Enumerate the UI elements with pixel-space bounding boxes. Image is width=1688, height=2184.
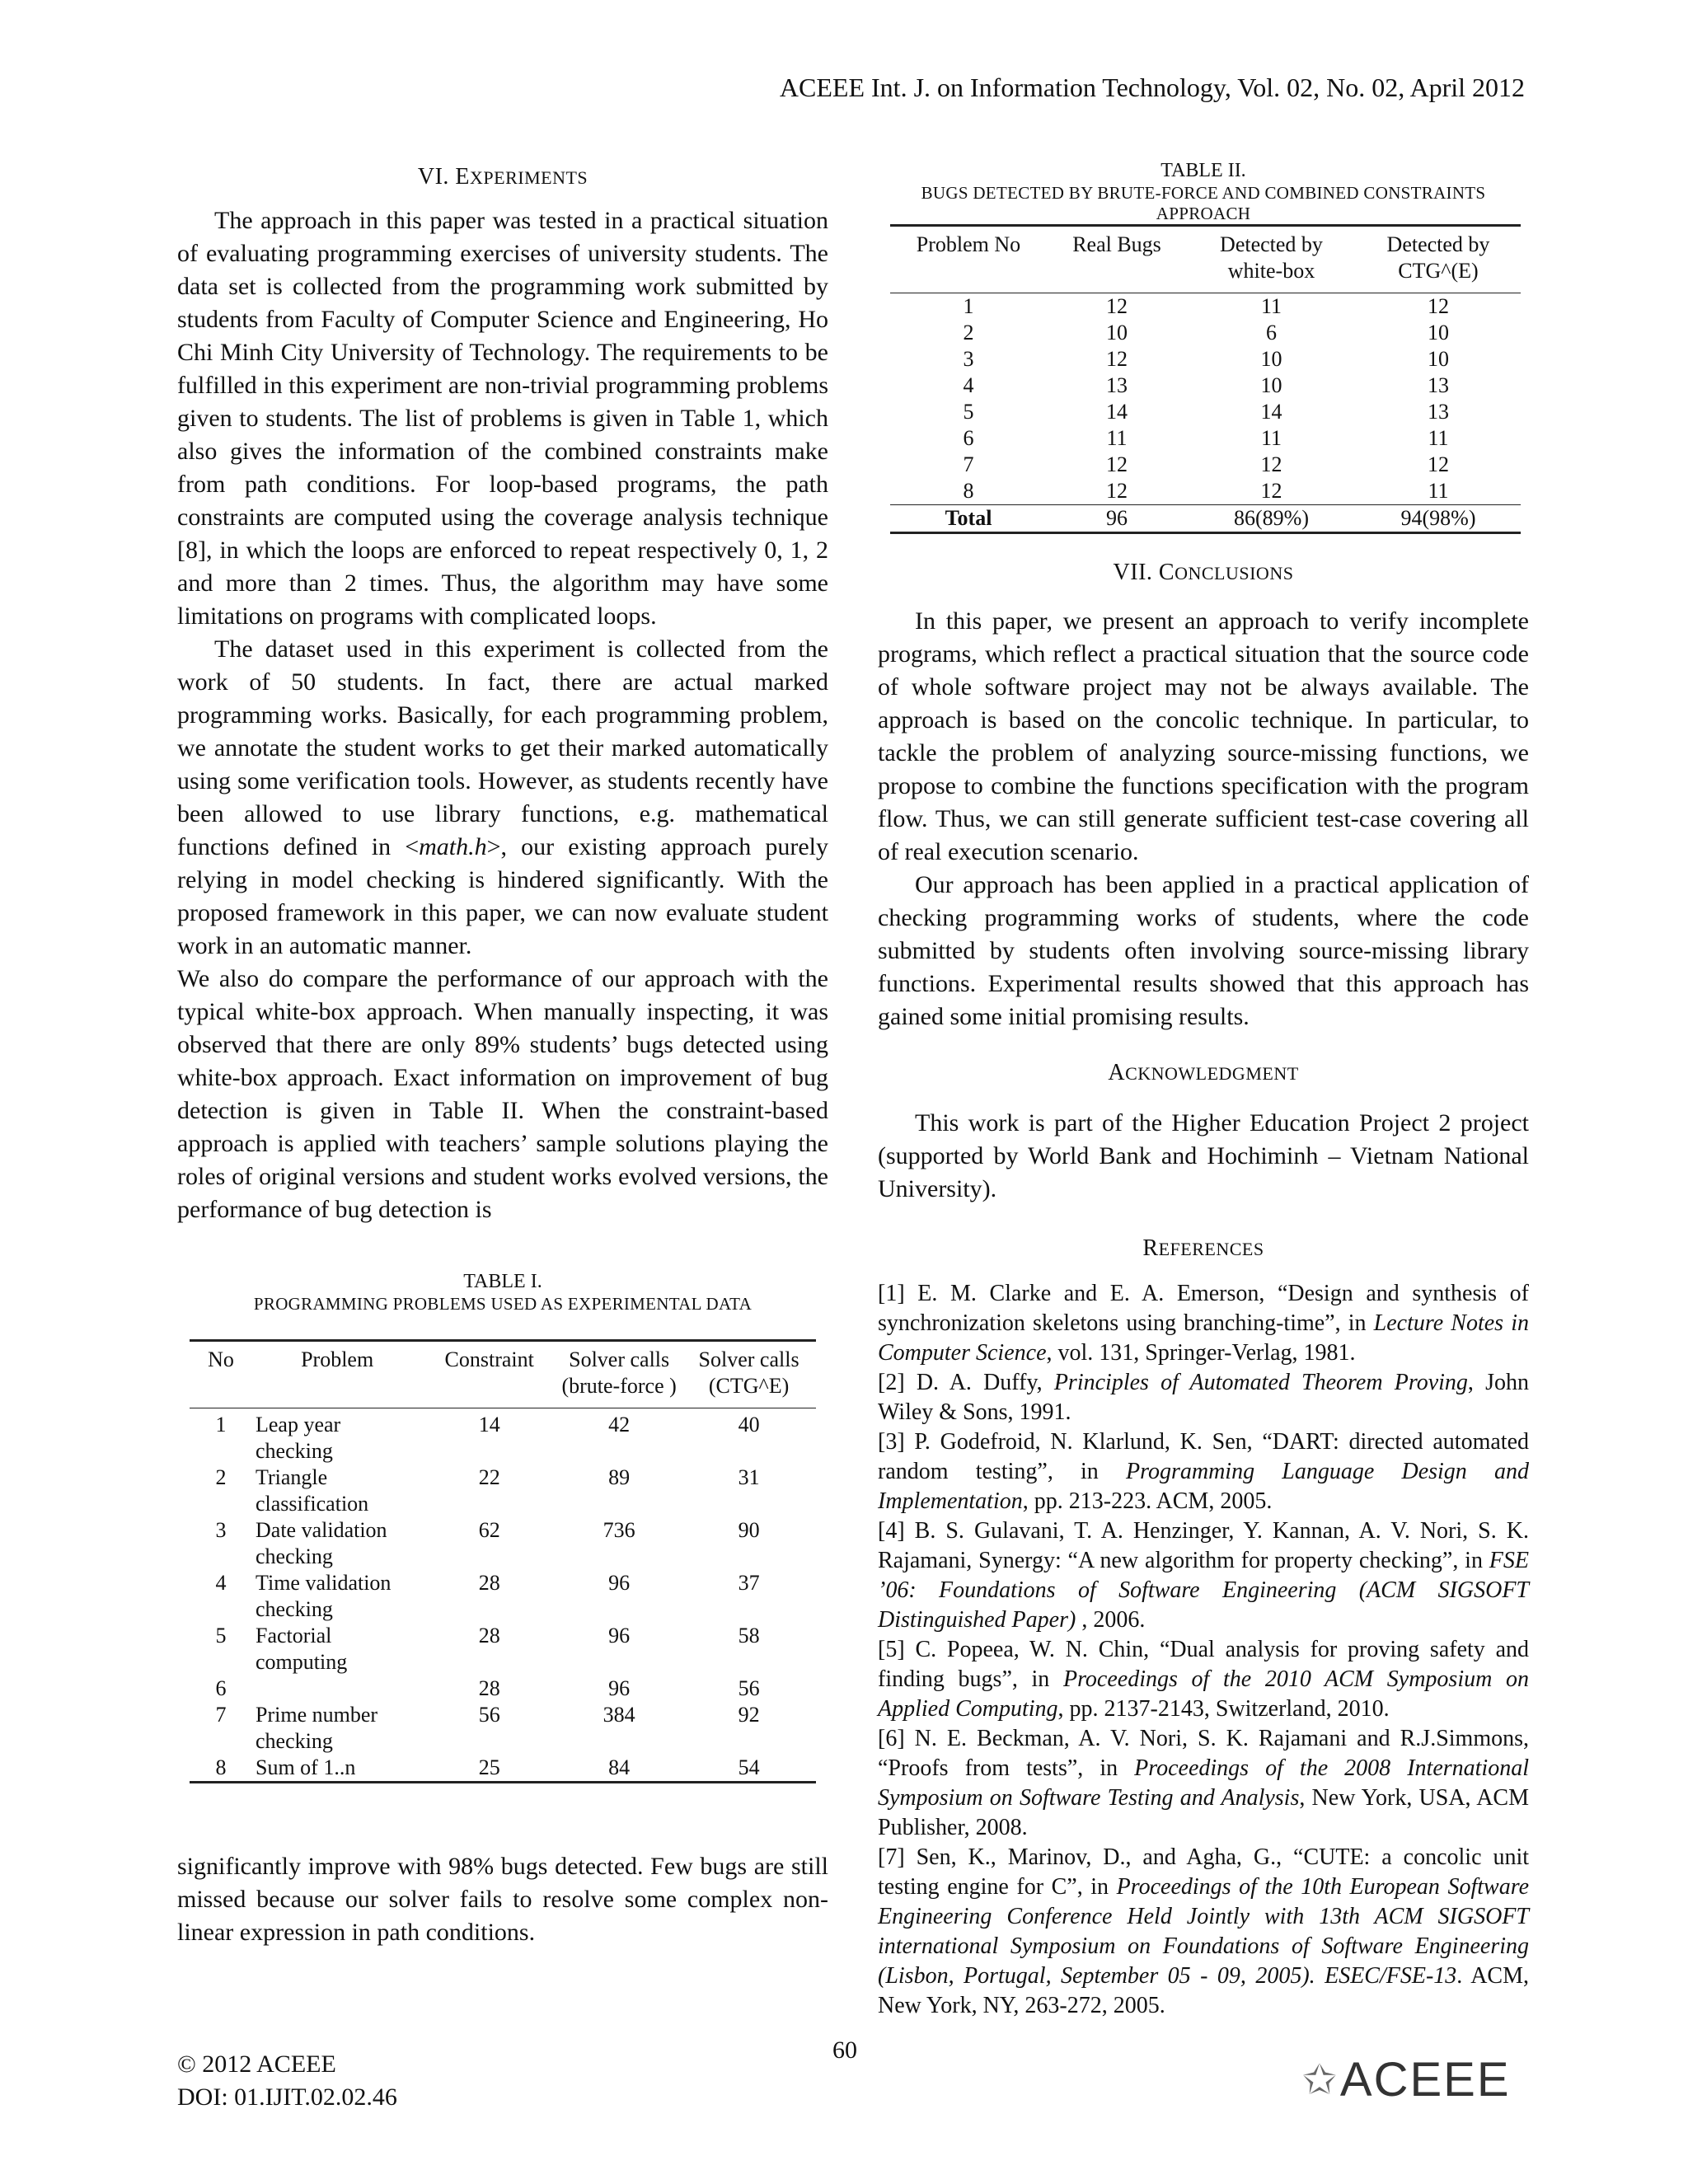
table-1-cell: 96: [608, 1624, 631, 1647]
table-2-row: [890, 346, 1521, 373]
table-2-cell: 11: [1428, 479, 1449, 503]
table-1-row: [190, 1623, 816, 1675]
table-1-cell: 56: [478, 1703, 500, 1727]
table-1-cell: 42: [608, 1413, 631, 1436]
table-1-cell: 90: [738, 1518, 760, 1542]
reference-item: [7] Sen, K., Marinov, D., and Agha, G., “CUTE: a concolic unit testing engine for C”, in Proceedings of the 10th European Software Engineering Conference Held Jointly with 13th ACM SIGSOFT international Symposium on Foundations of Software Engineering (Lisbon, Portugal, September 05 - 09, 2005). ESEC/FSE-13. ACM, New York, NY, 263-272, 2005.: [878, 1844, 1530, 2018]
table-1-cell: 84: [608, 1755, 631, 1779]
table-1-cell: 384: [603, 1703, 635, 1727]
table-1-cell: Time validation checking: [256, 1571, 392, 1621]
table-2-cell: 7: [963, 452, 974, 476]
table-2: [890, 224, 1521, 534]
table-2-cell: 12: [1260, 452, 1282, 476]
table-1-cell: 14: [478, 1413, 500, 1436]
table-1-cell: 22: [478, 1465, 500, 1489]
section-7-paragraph-1: In this paper, we present an approach to verify incomplete programs, which reflect a practical situation that the source code of whole software project may not be always available. The approach is based on the concolic technique. In particular, to tackle the problem of analyzing source-missing functions, we propose to combine the functions specification with the program flow. Thus, we can still generate sufficient test-case covering all of real execution scenario.: [878, 607, 1529, 865]
table-1-cell: Triangle classification: [256, 1465, 369, 1516]
table-1-cell: Date validation checking: [256, 1518, 387, 1568]
table-2-total-cell: 86(89%): [1234, 506, 1309, 530]
table-2-cell: 12: [1260, 479, 1282, 503]
table-2-cell: 13: [1428, 373, 1449, 397]
table-1-cell: 28: [478, 1571, 500, 1595]
table-2-cell: 11: [1106, 426, 1128, 450]
table-1-cell: 54: [738, 1755, 760, 1779]
table-1-row: [190, 1755, 816, 1783]
table-1-cell: 89: [608, 1465, 631, 1489]
table-1-header-cell: No: [208, 1347, 234, 1371]
table-1-cell: 736: [603, 1518, 635, 1542]
table-2-cell: 2: [963, 321, 974, 344]
table-2-cell: 10: [1428, 347, 1449, 371]
table-1-cell: 8: [215, 1755, 227, 1779]
table-2-row: [890, 425, 1521, 452]
references-list: [878, 1279, 1529, 2021]
table-2-cell: 12: [1106, 294, 1128, 318]
table-1-cell: 40: [738, 1413, 760, 1436]
reference-item: [3] P. Godefroid, N. Klarlund, K. Sen, “DART: directed automated random testing”, in Programming Language Design and Implementation, pp. 213-223. ACM, 2005.: [878, 1429, 1529, 1514]
section-6-title: VI. EXPERIMENTS: [417, 164, 588, 190]
aceee-logo: [1302, 2052, 1511, 2107]
table-1-cell: Leap year checking: [256, 1413, 341, 1463]
table-1-cell: 1: [215, 1413, 227, 1436]
footer-left: [177, 2048, 397, 2114]
table-1-label: TABLE I.: [463, 1271, 542, 1292]
table-1-cell: 28: [478, 1624, 500, 1647]
table-1-cell: 31: [738, 1465, 760, 1489]
table-2-cell: 10: [1106, 321, 1128, 344]
table-1-cell: 62: [478, 1518, 500, 1542]
table-2-caption: BUGS DETECTED BY BRUTE-FORCE AND COMBINED CONSTRAINTS APPROACH: [921, 183, 1486, 223]
table-1-block: [177, 1269, 828, 1315]
table-2-cell: 10: [1260, 347, 1282, 371]
table-1-cell: 7: [215, 1703, 227, 1727]
table-1-cell: 37: [738, 1571, 760, 1595]
table-1-caption: PROGRAMMING PROBLEMS USED AS EXPERIMENTAL DATA: [253, 1294, 753, 1314]
references-title: REFERENCES: [1142, 1235, 1264, 1261]
copyright: © 2012 ACEEE: [177, 2050, 336, 2078]
table-2-cell: 10: [1260, 373, 1282, 397]
table-1-cell: 4: [215, 1571, 227, 1595]
section-6-paragraph-2: The dataset used in this experiment is collected from the work of 50 students. In fact, there are actual marked programming works. Basically, for each programming problem, we annotate the student works to get their marked automatically using some verification tools. However, as students recently have been allowed to use library functions, e.g. mathematical functions defined in <math.h>, our existing approach purely relying in model checking is hindered significantly. With the proposed framework in this paper, we can now evaluate student work in an automatic manner.: [177, 635, 828, 959]
table-1-row: [190, 1675, 816, 1702]
table-1-cell: 56: [738, 1676, 760, 1700]
table-1-cell: Prime number checking: [256, 1703, 378, 1753]
page-number: 60: [832, 2036, 857, 2064]
table-1-cell: Sum of 1..n: [256, 1755, 356, 1779]
reference-item: [4] B. S. Gulavani, T. A. Henzinger, Y. Kannan, A. V. Nori, S. K. Rajamani, Synergy: “A new algorithm for property checking”, in FSE ’06: Foundations of Software Engineering (ACM SIGSOFT Distinguished Paper) , 2006.: [878, 1518, 1529, 1633]
table-2-cell: 10: [1428, 321, 1449, 344]
reference-item: [1] E. M. Clarke and E. A. Emerson, “Design and synthesis of synchronization skeletons using branching-time”, in Lecture Notes in Computer Science, vol. 131, Springer-Verlag, 1981.: [878, 1281, 1529, 1366]
table-2-cell: 3: [963, 347, 974, 371]
table-2-row: [890, 373, 1521, 399]
table-2-cell: 6: [1266, 321, 1277, 344]
acknowledgment-paragraph: This work is part of the Higher Education Project 2 project (supported by World Bank and Hochiminh – Vietnam National University).: [878, 1109, 1529, 1202]
section-7-title: VII. CONCLUSIONS: [1113, 560, 1294, 585]
table-1-cell: 6: [215, 1676, 227, 1700]
table-2-cell: 12: [1428, 452, 1449, 476]
table-2-cell: 11: [1260, 426, 1282, 450]
table-2-row: [890, 399, 1521, 425]
table-1-header-row: [190, 1341, 816, 1408]
table-1-cell: [252, 1675, 422, 1702]
table-1-header-cell: Solver calls (CTG^E): [698, 1347, 799, 1398]
table-1-row: [190, 1702, 816, 1755]
table-2-total-cell: 94(98%): [1400, 506, 1476, 530]
table-2-cell: 13: [1428, 400, 1449, 424]
table-1-header-cell: Solver calls (brute-force ): [561, 1347, 677, 1398]
table-1-cell: 96: [608, 1676, 631, 1700]
left-column: [177, 161, 828, 1226]
star-logo-icon: ✩: [1302, 2056, 1337, 2103]
table-2-cell: 5: [963, 400, 974, 424]
table-1-row: [190, 1465, 816, 1517]
table-1-cell: 28: [478, 1676, 500, 1700]
table-2-row: [890, 478, 1521, 505]
doi: DOI: 01.IJIT.02.02.46: [177, 2083, 397, 2111]
right-column: [878, 556, 1529, 2021]
table-2-row: [890, 293, 1521, 321]
table-1-cell: 92: [738, 1703, 760, 1727]
table-2-cell: 6: [963, 426, 974, 450]
reference-item: [2] D. A. Duffy, Principles of Automated Theorem Proving, John Wiley & Sons, 1991.: [878, 1370, 1529, 1425]
table-1-cell: 25: [478, 1755, 500, 1779]
table-1-cell: 96: [608, 1571, 631, 1595]
table-2-cell: 4: [963, 373, 974, 397]
table-1-row: [190, 1570, 816, 1623]
table-2-label: TABLE II.: [1160, 160, 1246, 181]
table-2-header-row: [890, 226, 1521, 293]
table-1-cell: 58: [738, 1624, 760, 1647]
section-6-paragraph-3: We also do compare the performance of our approach with the typical white-box approach. When manually inspecting, it was observed that there are only 89% students’ bugs detected using white-box approach. Exact information on improvement of bug detection is given in Table II. When the constraint-based approach is applied with teachers’ sample solutions playing the roles of original versions and student works evolved versions, the performance of bug detection is: [177, 965, 828, 1223]
table-2-cell: 14: [1260, 400, 1282, 424]
table-2-total-cell: 96: [1106, 506, 1128, 530]
table-1-cell: Factorial computing: [256, 1624, 348, 1674]
table-1-header-cell: Problem: [301, 1347, 374, 1371]
table-2-cell: 12: [1106, 479, 1128, 503]
table-2-cell: 12: [1428, 294, 1449, 318]
section-6-paragraph-4: significantly improve with 98% bugs detected. Few bugs are still missed because our solver fails to resolve some complex non-linear expression in path conditions.: [177, 1853, 828, 1946]
table-1-header-cell: Constraint: [444, 1347, 534, 1371]
table-2-cell: 12: [1106, 347, 1128, 371]
table-2-header-cell: Problem No: [916, 232, 1021, 256]
table-2-header-cell: Detected by CTG^(E): [1386, 232, 1490, 283]
reference-item: [6] N. E. Beckman, A. V. Nori, S. K. Rajamani and R.J.Simmons, “Proofs from tests”, in Proceedings of the 2008 International Symposium on Software Testing and Analysis, New York, USA, ACM Publisher, 2008.: [878, 1726, 1529, 1840]
table-1-row: [190, 1517, 816, 1570]
reference-item: [5] C. Popeea, W. N. Chin, “Dual analysis for proving safety and finding bugs”, in Proceedings of the 2010 ACM Symposium on Applied Computing, pp. 2137-2143, Switzerland, 2010.: [878, 1637, 1529, 1722]
table-2-cell: 12: [1106, 452, 1128, 476]
acknowledgment-title: ACKNOWLEDGMENT: [1108, 1060, 1299, 1085]
table-1-cell: 5: [215, 1624, 227, 1647]
journal-header: ACEEE Int. J. on Information Technology, Vol. 02, No. 02, April 2012: [779, 73, 1525, 102]
table-2-cell: 1: [963, 294, 974, 318]
table-2-total-cell: Total: [945, 506, 992, 530]
left-column-continued: [177, 1850, 828, 1949]
table-2-cell: 11: [1260, 294, 1282, 318]
table-2-row: [890, 452, 1521, 478]
table-2-cell: 13: [1106, 373, 1128, 397]
logo-text: ACEEE: [1339, 2053, 1511, 2107]
table-2-total-row: [890, 505, 1521, 533]
table-2-row: [890, 320, 1521, 346]
section-6-paragraph-1: The approach in this paper was tested in a practical situation of evaluating programming exercises of university students. The data set is collected from the programming work submitted by students from Faculty of Computer Science and Engineering, Ho Chi Minh City University of Technology. The requirements to be fulfilled in this experiment are non-trivial programming problems given to students. The list of problems is given in Table 1, which also gives the information of the combined constraints make from path conditions. For loop-based programs, the path constraints are computed using the coverage analysis technique [8], in which the loops are enforced to repeat respectively 0, 1, 2 and more than 2 times. Thus, the algorithm may have some limitations on programs with complicated loops.: [177, 207, 828, 630]
table-2-cell: 8: [963, 479, 974, 503]
table-1-cell: 2: [215, 1465, 227, 1489]
section-7-paragraph-2: Our approach has been applied in a practical application of checking programming works of students, where the code submitted by students often involving source-missing library functions. Experimental results showed that this approach has gained some initial promising results.: [878, 871, 1529, 1030]
table-1-row: [190, 1408, 816, 1465]
table-1: [190, 1339, 816, 1783]
table-2-header-cell: Detected by white-box: [1220, 232, 1323, 283]
table-2-cell: 11: [1428, 426, 1449, 450]
table-2-cell: 14: [1106, 400, 1128, 424]
table-2-block: [878, 158, 1529, 224]
table-2-header-cell: Real Bugs: [1072, 232, 1161, 256]
table-1-cell: 3: [215, 1518, 227, 1542]
